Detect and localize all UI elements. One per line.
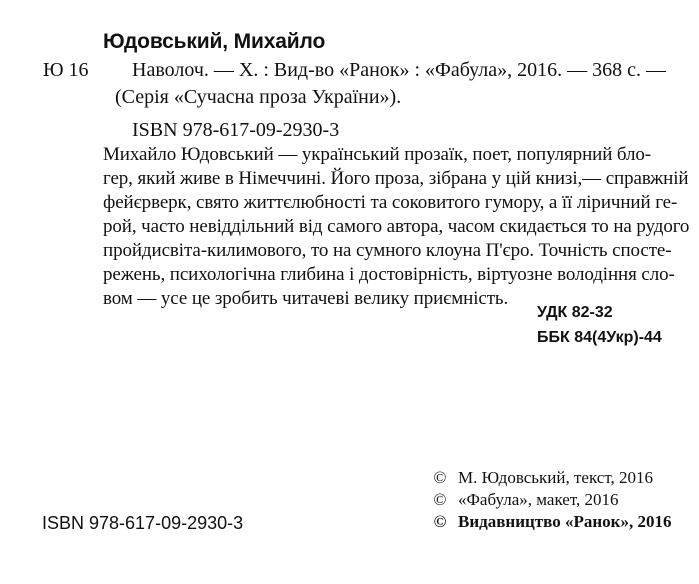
isbn-top: ISBN 978-617-09-2930-3	[132, 119, 340, 141]
copyright-line-3	[431, 511, 686, 533]
copyright-symbol: ©	[433, 512, 447, 531]
copyright-symbol: ©	[433, 490, 447, 509]
copyright-symbol: ©	[433, 468, 447, 487]
copyright-text-2: «Фабула», макет, 2016	[458, 490, 619, 509]
annotation-line-2: гер, який живе в Німеччині. Його проза, зібрана у цій книзі,— справжній	[103, 168, 689, 189]
annotation	[103, 143, 690, 311]
bbk-code: ББК 84(4Укр)-44	[537, 329, 662, 346]
author-heading: Юдовський, Михайло	[103, 30, 326, 53]
bibliographic-line-2: (Серія «Сучасна проза України»).	[115, 86, 402, 108]
udc-code: УДК 82-32	[537, 304, 613, 321]
copyright-line-1	[431, 467, 686, 489]
catalog-code: Ю 16	[43, 59, 89, 81]
bibliographic-line-1: Наволоч. — Х. : Вид-во «Ранок» : «Фабула», 2016. — 368 с. —	[132, 59, 666, 81]
copyright-text-3: Видавництво «Ранок», 2016	[458, 512, 672, 531]
annotation-line-5: пройдисвіта-килимового, то на сумного клоуна П'єро. Точність спосте-	[103, 240, 672, 261]
annotation-line-1: Михайло Юдовський — український прозаїк, поет, популярний бло-	[103, 144, 652, 165]
isbn-bottom: ISBN 978-617-09-2930-3	[42, 513, 244, 533]
annotation-line-6: режень, психологічна глибина і достовірність, віртуозне володіння сло-	[103, 264, 675, 285]
annotation-line-4: рой, часто невіддільний від самого автора, часом скидається то на рудого	[103, 216, 690, 237]
annotation-line-3: фейєрверк, свято життєлюбності та соковитого гумору, а її ліричний ге-	[103, 192, 678, 213]
annotation-line-7: вом — усе це зробить читачеві велику приємність.	[103, 288, 509, 309]
copyright-block	[431, 467, 686, 533]
classification-block	[537, 300, 662, 350]
copyright-text-1: М. Юдовський, текст, 2016	[458, 468, 654, 487]
copyright-line-2	[431, 489, 686, 511]
